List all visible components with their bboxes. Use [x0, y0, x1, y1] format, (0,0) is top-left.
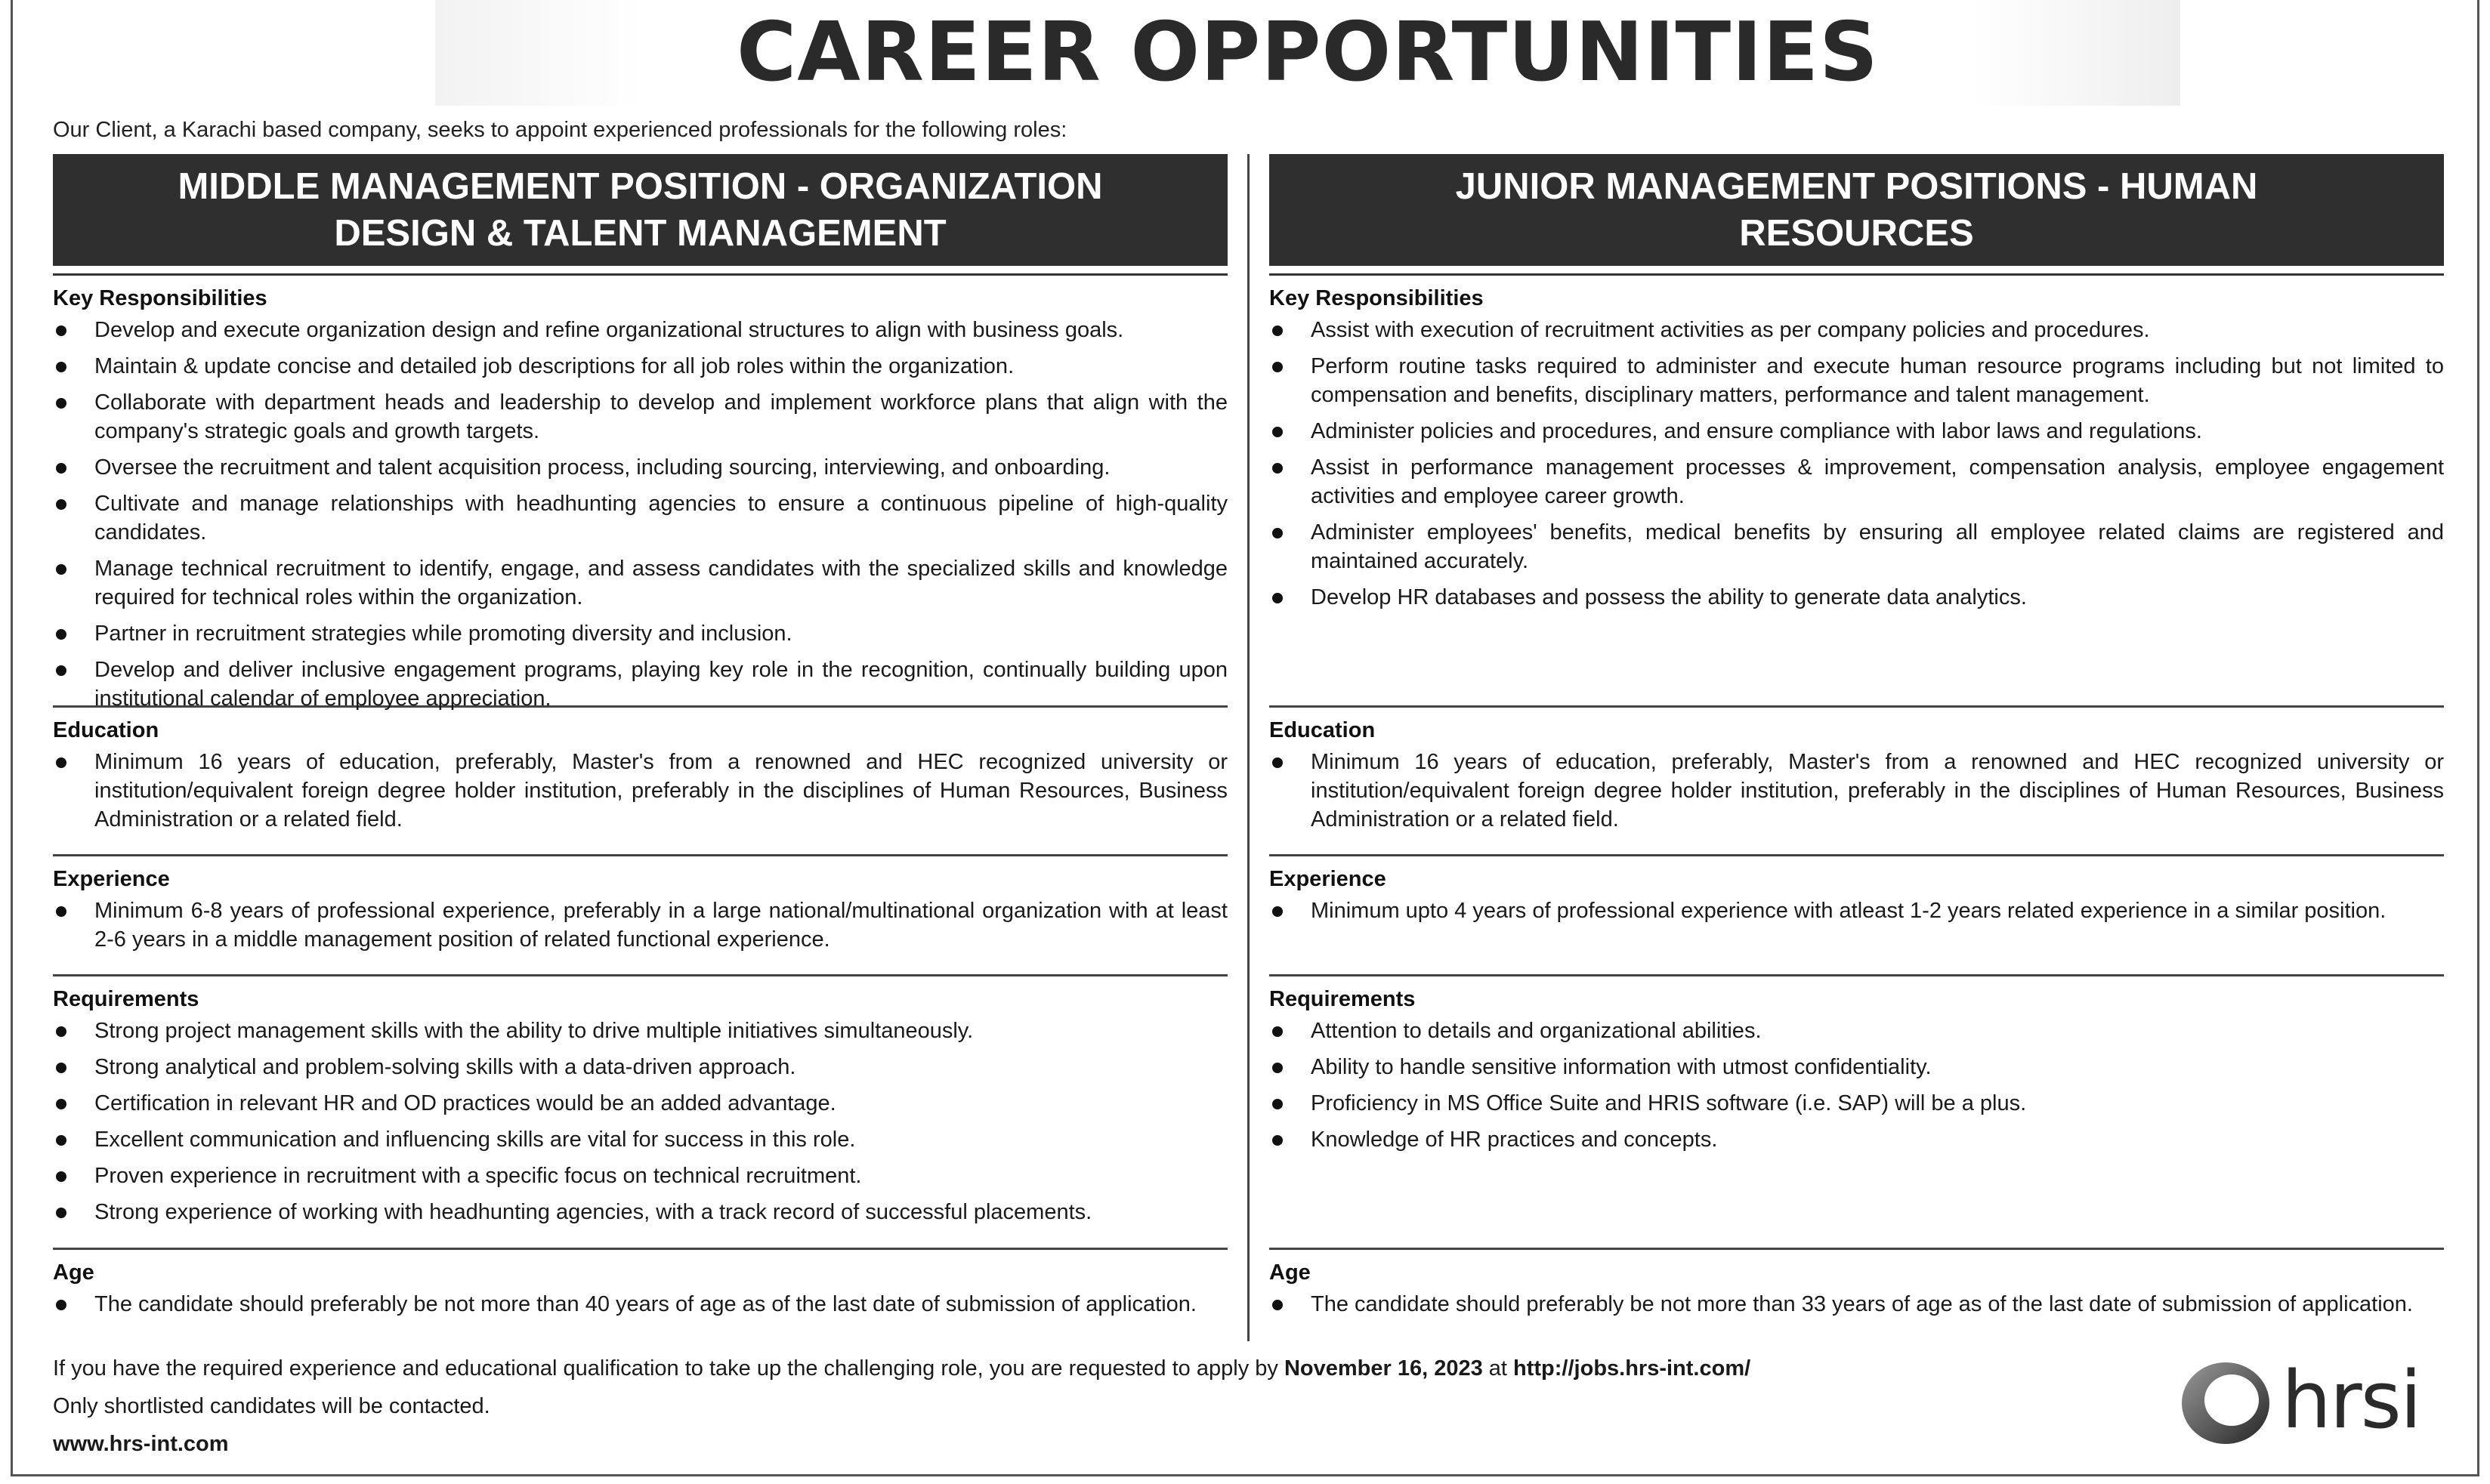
apply-instructions: [53, 1355, 1750, 1382]
section-title: Age: [1269, 1260, 1311, 1285]
junior-management-header: [1269, 154, 2444, 266]
section-rule: [53, 854, 1228, 856]
list-item: Assist with execution of recruitment activities as per company policies and procedures.: [1269, 316, 2444, 344]
list-item: Develop and deliver inclusive engagement programs, playing key role in the recognition, continually building upon institutional calendar of employee appreciation.: [53, 656, 1228, 713]
responsibilities-list: [53, 316, 1228, 713]
apply-deadline: November 16, 2023: [1284, 1356, 1483, 1381]
list-item: Administer employees' benefits, medical benefits by ensuring all employee related claims are registered and maintained accurately.: [1269, 518, 2444, 575]
age-list: [53, 1290, 1228, 1319]
section-rule: [1269, 974, 2444, 976]
section-title: Requirements: [1269, 987, 1416, 1011]
section-rule: [1269, 705, 2444, 708]
education-list: [1269, 748, 2444, 834]
responsibilities-list: [1269, 316, 2444, 612]
education-list: [53, 748, 1228, 834]
header-rule: [1269, 273, 2444, 276]
section-title: Requirements: [53, 987, 199, 1011]
section-title: Experience: [53, 867, 170, 891]
shortlist-note: Only shortlisted candidates will be contacted.: [53, 1394, 490, 1418]
experience-section: [1269, 867, 2444, 974]
hrsi-logo: [2176, 1356, 2448, 1447]
section-title: Key Responsibilities: [53, 286, 267, 310]
list-item: Ability to handle sensitive information with utmost confidentiality.: [1269, 1053, 2444, 1081]
responsibilities-section: [53, 286, 1228, 711]
apply-mid: at: [1482, 1356, 1514, 1381]
list-item: Develop and execute organization design and refine organizational structures to align with business goals.: [53, 316, 1228, 344]
requirements-section: [1269, 987, 2444, 1248]
list-item: Minimum 6-8 years of professional experience, preferably in a large national/multinational organization with at least 2-6 years in a middle management position of related functional experience.: [53, 896, 1228, 954]
header-line: MIDDLE MANAGEMENT POSITION - ORGANIZATION: [178, 166, 1103, 207]
list-item: The candidate should preferably be not more than 33 years of age as of the last date of submission of application.: [1269, 1290, 2444, 1319]
list-item: Strong analytical and problem-solving skills with a data-driven approach.: [53, 1053, 1228, 1081]
requirements-section: [53, 987, 1228, 1248]
section-title: Education: [53, 718, 159, 742]
list-item: Maintain & update concise and detailed job descriptions for all job roles within the organization.: [53, 352, 1228, 381]
list-item: Oversee the recruitment and talent acquisition process, including sourcing, interviewing, and onboarding.: [53, 453, 1228, 482]
list-item: Collaborate with department heads and leadership to develop and implement workforce plans that align with the company's strategic goals and growth targets.: [53, 388, 1228, 446]
list-item: Strong experience of working with headhunting agencies, with a track record of successful placements.: [53, 1198, 1228, 1226]
section-rule: [1269, 1248, 2444, 1250]
list-item: Minimum 16 years of education, preferably, Master's from a renowned and HEC recognized university or institution/equivalent foreign degree holder institution, preferably in the disciplines of Human Resources, Business Administration or a related field.: [1269, 748, 2444, 834]
page-title: CAREER OPPORTUNITIES: [737, 5, 1879, 100]
apply-link[interactable]: http://jobs.hrs-int.com/: [1513, 1356, 1751, 1381]
section-title: Experience: [1269, 867, 1386, 891]
list-item: Perform routine tasks required to administer and execute human resource programs including but not limited to compensation and benefits, disciplinary matters, performance and talent management.: [1269, 352, 2444, 409]
hrsi-ring-icon: [2176, 1356, 2281, 1447]
header-line: RESOURCES: [1739, 213, 1974, 254]
section-title: Key Responsibilities: [1269, 286, 1484, 310]
list-item: Proficiency in MS Office Suite and HRIS software (i.e. SAP) will be a plus.: [1269, 1089, 2444, 1118]
experience-list: [53, 896, 1228, 954]
section-title: Age: [53, 1260, 94, 1285]
list-item: Administer policies and procedures, and ensure compliance with labor laws and regulations.: [1269, 417, 2444, 446]
requirements-list: [53, 1017, 1228, 1226]
section-rule: [53, 974, 1228, 976]
age-list: [1269, 1290, 2444, 1319]
header-line: DESIGN & TALENT MANAGEMENT: [334, 213, 947, 254]
list-item: Strong project management skills with the ability to drive multiple initiatives simultaneously.: [53, 1017, 1228, 1045]
title-band: [435, 0, 2180, 106]
experience-section: [53, 867, 1228, 974]
header-rule: [53, 273, 1228, 276]
list-item: Proven experience in recruitment with a specific focus on technical recruitment.: [53, 1162, 1228, 1190]
list-item: Cultivate and manage relationships with headhunting agencies to ensure a continuous pipeline of high-quality candidates.: [53, 489, 1228, 547]
list-item: Develop HR databases and possess the ability to generate data analytics.: [1269, 583, 2444, 612]
education-section: [1269, 718, 2444, 854]
age-section: [53, 1260, 1228, 1366]
middle-management-column: [53, 154, 1228, 1366]
responsibilities-section: [1269, 286, 2444, 705]
logo-wordmark: hrsi: [2281, 1354, 2420, 1446]
list-item: Excellent communication and influencing skills are vital for success in this role.: [53, 1125, 1228, 1154]
list-item: Minimum upto 4 years of professional experience with atleast 1-2 years related experience in a similar position.: [1269, 896, 2444, 925]
intro-text: Our Client, a Karachi based company, seeks to appoint experienced professionals for the following roles:: [53, 118, 1067, 142]
list-item: Minimum 16 years of education, preferably, Master's from a renowned and HEC recognized university or institution/equivalent foreign degree holder institution, preferably in the disciplines of Human Resources, Business Administration or a related field.: [53, 748, 1228, 834]
experience-list: [1269, 896, 2444, 925]
middle-management-header: [53, 154, 1228, 266]
list-item: Knowledge of HR practices and concepts.: [1269, 1125, 2444, 1154]
education-section: [53, 718, 1228, 854]
footer: [53, 1355, 1750, 1468]
age-section: [1269, 1260, 2444, 1366]
junior-management-column: [1269, 154, 2444, 1366]
apply-prefix: If you have the required experience and educational qualification to take up the challenging role, you are requested to apply by: [53, 1356, 1284, 1381]
column-divider: [1247, 154, 1250, 1341]
list-item: Partner in recruitment strategies while promoting diversity and inclusion.: [53, 619, 1228, 648]
list-item: The candidate should preferably be not more than 40 years of age as of the last date of submission of application.: [53, 1290, 1228, 1319]
website-link[interactable]: www.hrs-int.com: [53, 1432, 229, 1456]
requirements-list: [1269, 1017, 2444, 1154]
list-item: Assist in performance management processes & improvement, compensation analysis, employee engagement activities and employee career growth.: [1269, 453, 2444, 511]
list-item: Attention to details and organizational abilities.: [1269, 1017, 2444, 1045]
section-title: Education: [1269, 718, 1376, 742]
section-rule: [53, 1248, 1228, 1250]
list-item: Certification in relevant HR and OD practices would be an added advantage.: [53, 1089, 1228, 1118]
list-item: Manage technical recruitment to identify, engage, and assess candidates with the specialized skills and knowledge required for technical roles within the organization.: [53, 554, 1228, 612]
section-rule: [1269, 854, 2444, 856]
header-line: JUNIOR MANAGEMENT POSITIONS - HUMAN: [1455, 166, 2258, 207]
